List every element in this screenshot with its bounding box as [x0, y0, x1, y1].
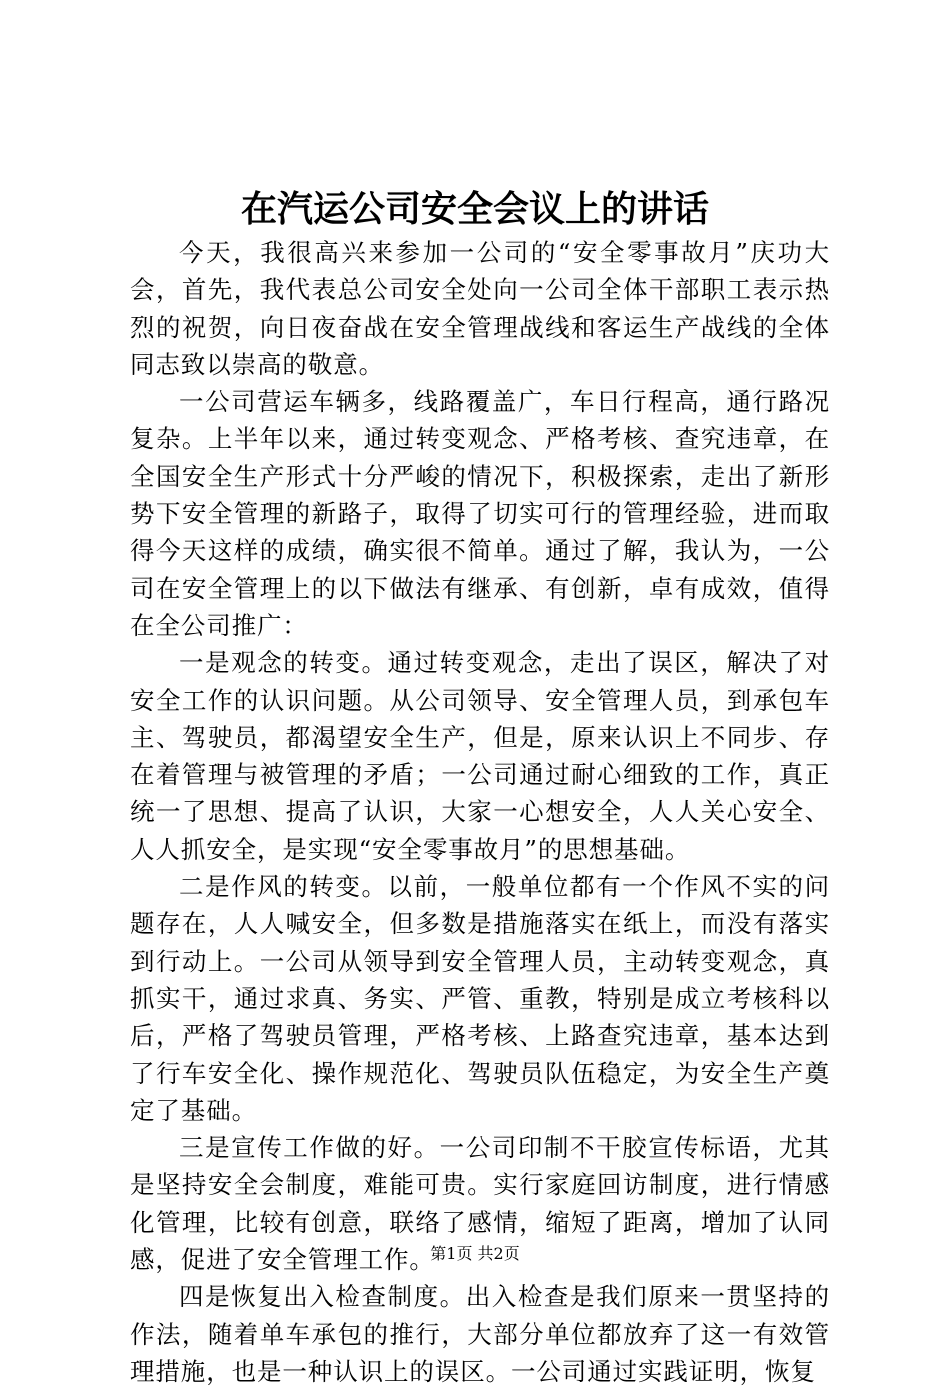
- document-title: 在汽运公司安全会议上的讲话: [240, 188, 709, 230]
- paragraph-opening: 今天，我很高兴来参加一公司的“安全零事故月”庆功大会，首先，我代表总公司安全处向一公司全体干部职工表示热烈的祝贺，向日夜奋战在安全管理战线和客运生产战线的全体同志致以崇高的敬意。: [130, 238, 830, 379]
- paragraph-point-three: 三是宣传工作做的好。一公司印制不干胶宣传标语，尤其是坚持安全会制度，难能可贵。实行家庭回访制度，进行情感化管理，比较有创意，联络了感情，缩短了距离，增加了认同感，促进了安全管理工作。: [130, 1133, 830, 1275]
- paragraph-point-two: 二是作风的转变。以前，一般单位都有一个作风不实的问题存在，人人喊安全，但多数是措施落实在纸上，而没有落实到行动上。一公司从领导到安全管理人员，主动转变观念，真抓实干，通过求真、务实、严管、重教，特别是成立考核科以后，严格了驾驶员管理，严格考核、上路查究违章，基本达到了行车安全化、操作规范化、驾驶员队伍稳定，为安全生产奠定了基础。: [130, 872, 830, 1125]
- paragraph-point-one: 一是观念的转变。通过转变观念，走出了误区，解决了对安全工作的认识问题。从公司领导、安全管理人员，到承包车主、驾驶员，都渴望安全生产，但是，原来认识上不同步、存在着管理与被管理的矛盾；一公司通过耐心细致的工作，真正统一了思想、提高了认识，大家一心想安全，人人关心安全、人人抓安全，是实现“安全零事故月”的思想基础。: [130, 648, 830, 864]
- paragraph-overview: 一公司营运车辆多，线路覆盖广，车日行程高，通行路况复杂。上半年以来，通过转变观念、严格考核、查究违章，在全国安全生产形式十分严峻的情况下，积极探索，走出了新形势下安全管理的新路子，取得了切实可行的管理经验，进而取得今天这样的成绩，确实很不简单。通过了解，我认为，一公司在安全管理上的以下做法有继承、有创新，卓有成效，值得在全公司推广：: [130, 387, 830, 640]
- paragraph-point-four: 四是恢复出入检查制度。出入检查是我们原来一贯坚持的作法，随着单车承包的推行，大部分单位都放弃了这一有效管理措施，也是一种认识上的误区。一公司通过实践证明，恢复: [130, 1282, 830, 1386]
- page-number-footer: 第1页 共2页: [430, 1244, 520, 1263]
- document-body: [130, 234, 830, 1390]
